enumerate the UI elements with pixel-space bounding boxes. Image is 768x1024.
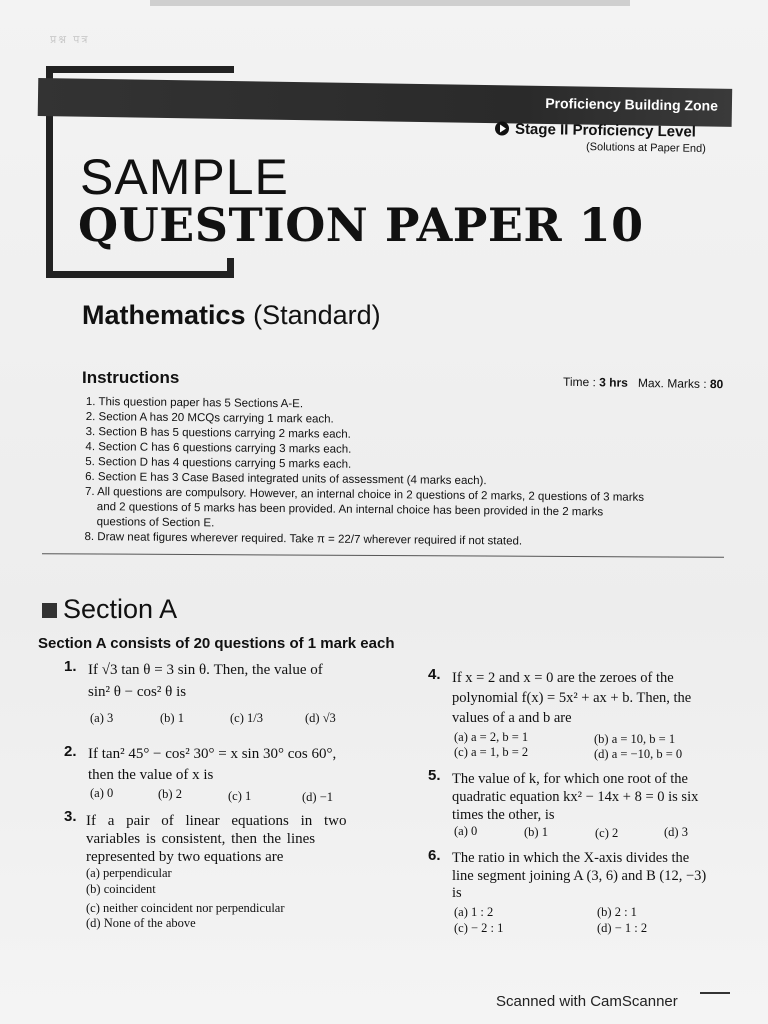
- instruction-item: 2. Section A has 20 MCQs carrying 1 mark each.: [85, 410, 334, 426]
- title-frame-bottom: [46, 271, 234, 278]
- q3-line2: variables is consistent, then the lines: [86, 831, 316, 847]
- time-label: Time :: [562, 374, 597, 390]
- q6-option: (a) 1 : 2: [454, 905, 494, 919]
- stage-text: Stage II Proficiency Level: [514, 120, 697, 141]
- q3-option: (c) neither coincident nor perpendicular: [86, 901, 285, 915]
- title-frame-right: [227, 258, 234, 278]
- q1-number: 1.: [64, 658, 77, 675]
- q6-number: 6.: [428, 847, 441, 864]
- q5-line1: The value of k, for which one root of the: [452, 771, 688, 787]
- section-title: Section A: [63, 594, 178, 624]
- q6-line1: The ratio in which the X-axis divides the: [452, 850, 690, 866]
- q5-line3: times the other, is: [452, 807, 555, 823]
- instructions-list: [84, 395, 726, 552]
- q6-option: (c) − 2 : 1: [454, 921, 504, 935]
- instruction-item: 1. This question paper has 5 Sections A-E.: [85, 395, 304, 411]
- q3-option: (d) None of the above: [86, 916, 196, 930]
- subject-title: [82, 300, 381, 331]
- q3-option: (a) perpendicular: [86, 866, 172, 880]
- play-circle-icon: [495, 121, 509, 135]
- title-line1: SAMPLE: [80, 149, 289, 205]
- q3-line3: represented by two equations are: [86, 849, 284, 865]
- q3-option: (b) coincident: [86, 882, 156, 896]
- q2-option: (c) 1: [228, 789, 252, 803]
- section-divider: [42, 553, 724, 558]
- scanner-watermark: Scanned with CamScanner: [496, 993, 678, 1010]
- q6-line2: line segment joining A (3, 6) and B (12, −3): [452, 868, 707, 884]
- q5-line2: quadratic equation kx² − 14x + 8 = 0 is six: [452, 789, 699, 805]
- q6-option: (b) 2 : 1: [597, 905, 637, 919]
- q6-option: (d) − 1 : 2: [597, 921, 648, 935]
- instruction-item: 7. All questions are compulsory. However, an internal choice in 2 questions of 2 marks, 2 questions of 3 marks: [84, 485, 645, 504]
- q1-option: (a) 3: [90, 711, 114, 725]
- section-bullet-icon: [42, 603, 57, 618]
- time-marks: [563, 375, 724, 392]
- q2-line1: If tan² 45° − cos² 30° = x sin 30° cos 60°,: [88, 746, 337, 762]
- q4-option: (a) a = 2, b = 1: [454, 730, 529, 744]
- q4-option: (d) a = −10, b = 0: [594, 747, 683, 761]
- q5-option: (d) 3: [664, 825, 688, 839]
- instruction-item-cont: and 2 questions of 5 marks has been provided. An internal choice has been provided in the 2 marks: [96, 501, 604, 519]
- q1-line1: If √3 tan θ = 3 sin θ. Then, the value of: [88, 662, 323, 678]
- instruction-item: 3. Section B has 5 questions carrying 2 marks each.: [85, 425, 351, 441]
- instruction-item-cont: questions of Section E.: [96, 516, 215, 530]
- scan-top-edge: [150, 0, 630, 6]
- q1-option: (c) 1/3: [230, 711, 263, 725]
- instruction-item: 5. Section D has 4 questions carrying 5 marks each.: [85, 455, 352, 471]
- q6-line3: is: [452, 885, 462, 901]
- instructions-heading: Instructions: [82, 368, 180, 387]
- q1-option: (d) √3: [305, 711, 336, 725]
- q4-option: (b) a = 10, b = 1: [594, 732, 676, 746]
- subject-name: Mathematics: [82, 300, 246, 330]
- bleed-through-text: प्रश्न पत्र: [50, 34, 90, 46]
- q5-number: 5.: [428, 767, 441, 784]
- q3-line1: If a pair of linear equations in two: [86, 813, 347, 829]
- title-frame-top: [46, 66, 234, 73]
- instruction-item: 6. Section E has 3 Case Based integrated units of assessment (4 marks each).: [85, 470, 487, 488]
- q2-option: (d) −1: [302, 790, 333, 804]
- q4-option: (c) a = 1, b = 2: [454, 745, 529, 759]
- q2-number: 2.: [64, 743, 77, 760]
- stage-label: [495, 120, 696, 140]
- q2-option: (b) 2: [158, 787, 182, 801]
- title-line2: QUESTION PAPER 10: [78, 198, 644, 252]
- q2-option: (a) 0: [90, 786, 114, 800]
- q4-line1: If x = 2 and x = 0 are the zeroes of the: [452, 670, 674, 686]
- zone-label: Proficiency Building Zone: [545, 94, 719, 114]
- marks-label: Max. Marks :: [637, 375, 707, 391]
- instruction-item: 4. Section C has 6 questions carrying 3 marks each.: [85, 440, 352, 456]
- header-band: [38, 78, 733, 127]
- q5-option: (a) 0: [454, 824, 478, 838]
- q1-option: (b) 1: [160, 711, 184, 725]
- section-subtitle: Section A consists of 20 questions of 1 mark each: [38, 635, 395, 652]
- q4-line3: values of a and b are: [452, 710, 572, 726]
- q4-line2: polynomial f(x) = 5x² + ax + b. Then, the: [452, 690, 692, 706]
- watermark-underline: [700, 992, 730, 994]
- q3-number: 3.: [64, 808, 77, 825]
- q2-line2: then the value of x is: [88, 767, 214, 783]
- instruction-item: 8. Draw neat figures wherever required. Take π = 22/7 wherever required if not stated.: [84, 530, 523, 548]
- q4-number: 4.: [428, 666, 441, 683]
- subject-variant: (Standard): [253, 300, 381, 330]
- time-value: 3 hrs: [599, 375, 629, 390]
- q5-option: (b) 1: [524, 825, 548, 839]
- solutions-note: (Solutions at Paper End): [585, 141, 706, 155]
- marks-value: 80: [709, 377, 724, 392]
- q1-line2: sin² θ − cos² θ is: [88, 684, 187, 700]
- q5-option: (c) 2: [595, 826, 619, 840]
